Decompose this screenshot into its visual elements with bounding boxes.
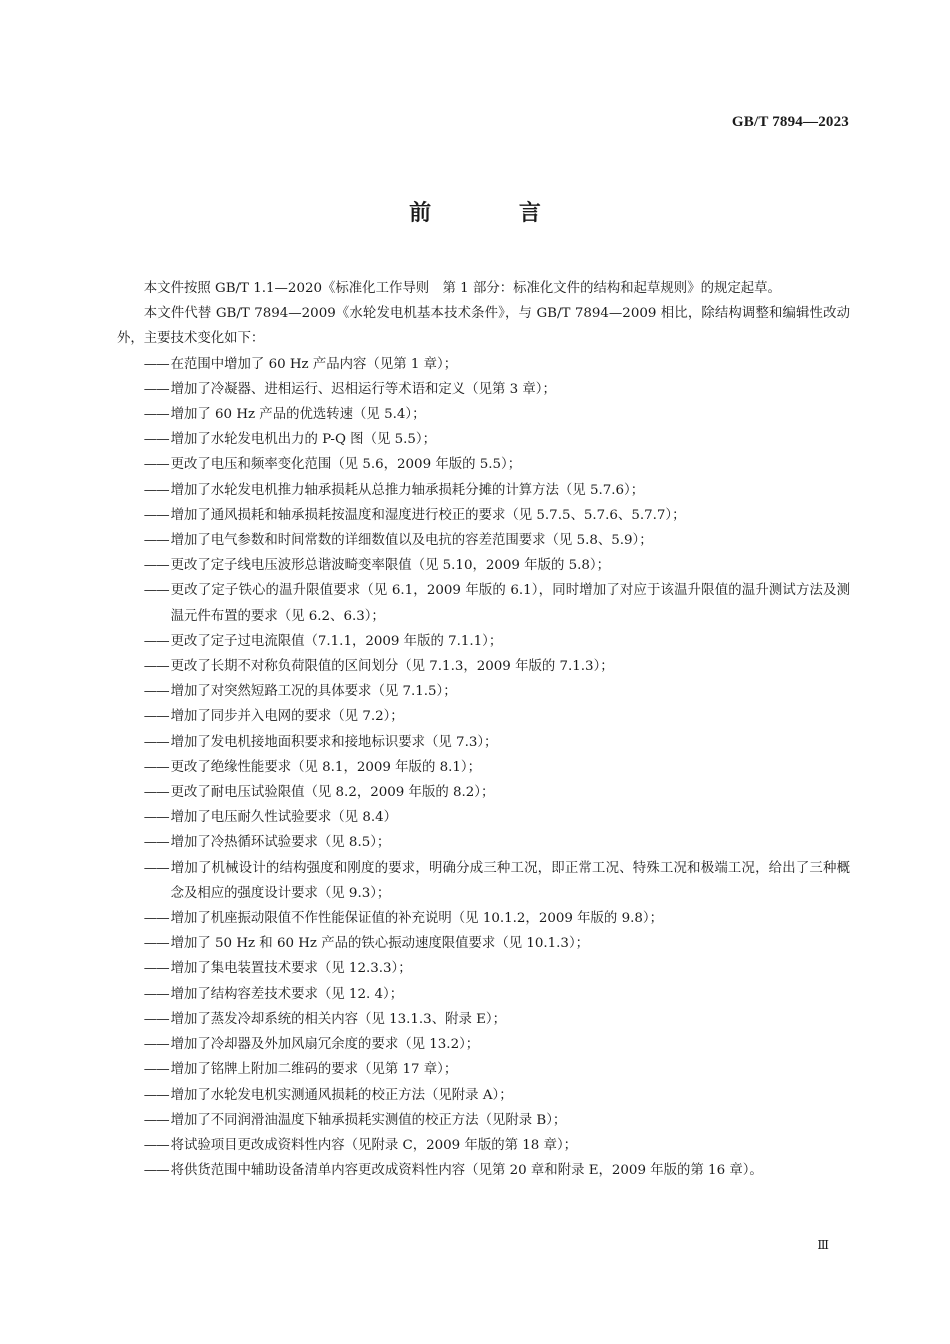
list-dash: —— — [143, 709, 169, 725]
change-text: 更改了长期不对称负荷限值的区间划分（见 7.1.3，2009 年版的 7.1.3）； — [170, 659, 614, 675]
list-dash: —— — [143, 583, 169, 599]
change-text: 增加了冷热循环试验要求（见 8.5）； — [170, 835, 391, 851]
change-text: 增加了水轮发电机出力的 P-Q 图（见 5.5）； — [170, 432, 436, 448]
change-text: 增加了水轮发电机实测通风损耗的校正方法（见附录 A）； — [170, 1087, 513, 1103]
change-item — [117, 1032, 850, 1057]
change-item — [117, 629, 850, 654]
paragraph-drafting-rules: 本文件按照 GB/T 1.1—2020《标准化工作导则 第 1 部分：标准化文件的结构和起草规则》的规定起草。 — [143, 281, 781, 296]
page-number: Ⅲ — [817, 1238, 829, 1252]
list-dash: —— — [143, 759, 169, 775]
list-dash: —— — [143, 684, 169, 700]
list-dash: —— — [143, 558, 169, 574]
list-dash: —— — [143, 507, 169, 523]
change-item — [117, 1133, 850, 1158]
list-dash: —— — [143, 1137, 169, 1153]
list-dash: —— — [143, 1062, 169, 1078]
change-text: 更改了绝缘性能要求（见 8.1，2009 年版的 8.1）； — [170, 759, 481, 775]
change-item — [117, 654, 850, 679]
change-text: 增加了不同润滑油温度下轴承损耗实测值的校正方法（见附录 B）； — [170, 1112, 567, 1128]
change-item — [117, 679, 850, 704]
list-dash: —— — [143, 734, 169, 750]
change-text: 将供货范围中辅助设备清单内容更改成资料性内容（见第 20 章和附录 E，2009 年版的第 16 章）。 — [170, 1163, 763, 1179]
change-text: 更改了耐电压试验限值（见 8.2，2009 年版的 8.2）； — [170, 785, 495, 801]
change-text: 增加了结构容差技术要求（见 12. 4）； — [170, 986, 404, 1002]
change-item — [117, 478, 850, 503]
change-text: 将试验项目更改成资料性内容（见附录 C，2009 年版的第 18 章）； — [170, 1137, 578, 1153]
change-item — [117, 1158, 850, 1183]
list-dash: —— — [143, 936, 169, 952]
change-text: 在范围中增加了 60 Hz 产品内容（见第 1 章）； — [170, 356, 458, 372]
change-text: 增加了通风损耗和轴承损耗按温度和湿度进行校正的要求（见 5.7.5、5.7.6、5.7.7）； — [170, 507, 686, 523]
list-dash: —— — [143, 457, 169, 473]
change-item — [117, 427, 850, 452]
list-dash: —— — [143, 1163, 169, 1179]
list-dash: —— — [143, 482, 169, 498]
change-item — [117, 906, 850, 931]
change-text: 增加了机械设计的结构强度和刚度的要求，明确分成三种工况，即正常工况、特殊工况和极端工况，给出了三种概念及相应的强度设计要求（见 9.3）； — [170, 860, 850, 901]
list-dash: —— — [143, 785, 169, 801]
list-dash: —— — [143, 1112, 169, 1128]
change-item — [117, 528, 850, 553]
change-text: 增加了电气参数和时间常数的详细数值以及电抗的容差范围要求（见 5.8、5.9）； — [170, 533, 653, 549]
change-item — [117, 931, 850, 956]
change-item — [117, 1057, 850, 1082]
change-text: 增加了 60 Hz 产品的优选转速（见 5.4）； — [170, 407, 426, 423]
change-item — [117, 730, 850, 755]
change-item — [117, 503, 850, 528]
list-dash: —— — [143, 1011, 169, 1027]
change-item — [117, 1083, 850, 1108]
change-item — [117, 755, 850, 780]
change-item — [117, 452, 850, 477]
change-text: 增加了机座振动限值不作性能保证值的补充说明（见 10.1.2，2009 年版的 9.8）； — [170, 911, 663, 927]
list-dash: —— — [143, 432, 169, 448]
change-text: 更改了定子线电压波形总谐波畸变率限值（见 5.10，2009 年版的 5.8）； — [170, 558, 611, 574]
change-item — [117, 578, 850, 628]
change-text: 增加了对突然短路工况的具体要求（见 7.1.5）； — [170, 684, 457, 700]
list-dash: —— — [143, 533, 169, 549]
change-item — [117, 956, 850, 981]
list-dash: —— — [143, 860, 169, 876]
change-text: 增加了水轮发电机推力轴承损耗从总推力轴承损耗分摊的计算方法（见 5.7.6）； — [170, 482, 645, 498]
list-dash: —— — [143, 381, 169, 397]
change-text: 增加了同步并入电网的要求（见 7.2）； — [170, 709, 404, 725]
list-dash: —— — [143, 407, 169, 423]
paragraph-replacement: 本文件代替 GB/T 7894—2009《水轮发电机基本技术条件》，与 GB/T 7894—2009 相比，除结构调整和编辑性改动外，主要技术变化如下： — [117, 306, 850, 347]
list-dash: —— — [143, 1087, 169, 1103]
list-dash: —— — [143, 961, 169, 977]
change-item — [117, 352, 850, 377]
list-dash: —— — [143, 911, 169, 927]
change-item — [117, 553, 850, 578]
change-text: 更改了定子铁心的温升限值要求（见 6.1，2009 年版的 6.1），同时增加了对应于该温升限值的温升测试方法及测温元件布置的要求（见 6.2、6.3）； — [170, 583, 850, 624]
change-item — [117, 377, 850, 402]
change-text: 增加了发电机接地面积要求和接地标识要求（见 7.3）； — [170, 734, 498, 750]
list-dash: —— — [143, 659, 169, 675]
page-title: 前 言 — [409, 201, 581, 226]
change-item — [117, 402, 850, 427]
change-text: 增加了电压耐久性试验要求（见 8.4） — [170, 810, 398, 826]
list-dash: —— — [143, 1037, 169, 1053]
change-item — [117, 780, 850, 805]
change-text: 更改了定子过电流限值（7.1.1，2009 年版的 7.1.1）； — [170, 633, 503, 649]
list-dash: —— — [143, 633, 169, 649]
change-item — [117, 982, 850, 1007]
change-item — [117, 805, 850, 830]
change-text: 增加了铭牌上附加二维码的要求（见第 17 章）； — [170, 1062, 458, 1078]
change-text: 增加了蒸发冷却系统的相关内容（见 13.1.3、附录 E）； — [170, 1011, 506, 1027]
change-text: 增加了冷凝器、进相运行、迟相运行等术语和定义（见第 3 章）； — [170, 381, 556, 397]
change-text: 增加了集电装置技术要求（见 12.3.3）； — [170, 961, 412, 977]
change-item — [117, 1108, 850, 1133]
change-text: 增加了 50 Hz 和 60 Hz 产品的铁心振动速度限值要求（见 10.1.3）； — [170, 936, 590, 952]
change-text: 增加了冷却器及外加风扇冗余度的要求（见 13.2）； — [170, 1037, 480, 1053]
list-dash: —— — [143, 810, 169, 826]
list-dash: —— — [143, 356, 169, 372]
change-item — [117, 704, 850, 729]
change-item — [117, 830, 850, 855]
foreword-body — [117, 276, 850, 1183]
change-text: 更改了电压和频率变化范围（见 5.6，2009 年版的 5.5）； — [170, 457, 522, 473]
change-item — [117, 1007, 850, 1032]
standard-code: GB/T 7894—2023 — [731, 114, 849, 130]
list-dash: —— — [143, 986, 169, 1002]
list-dash: —— — [143, 835, 169, 851]
change-item — [117, 856, 850, 906]
changes-list — [117, 352, 850, 1184]
